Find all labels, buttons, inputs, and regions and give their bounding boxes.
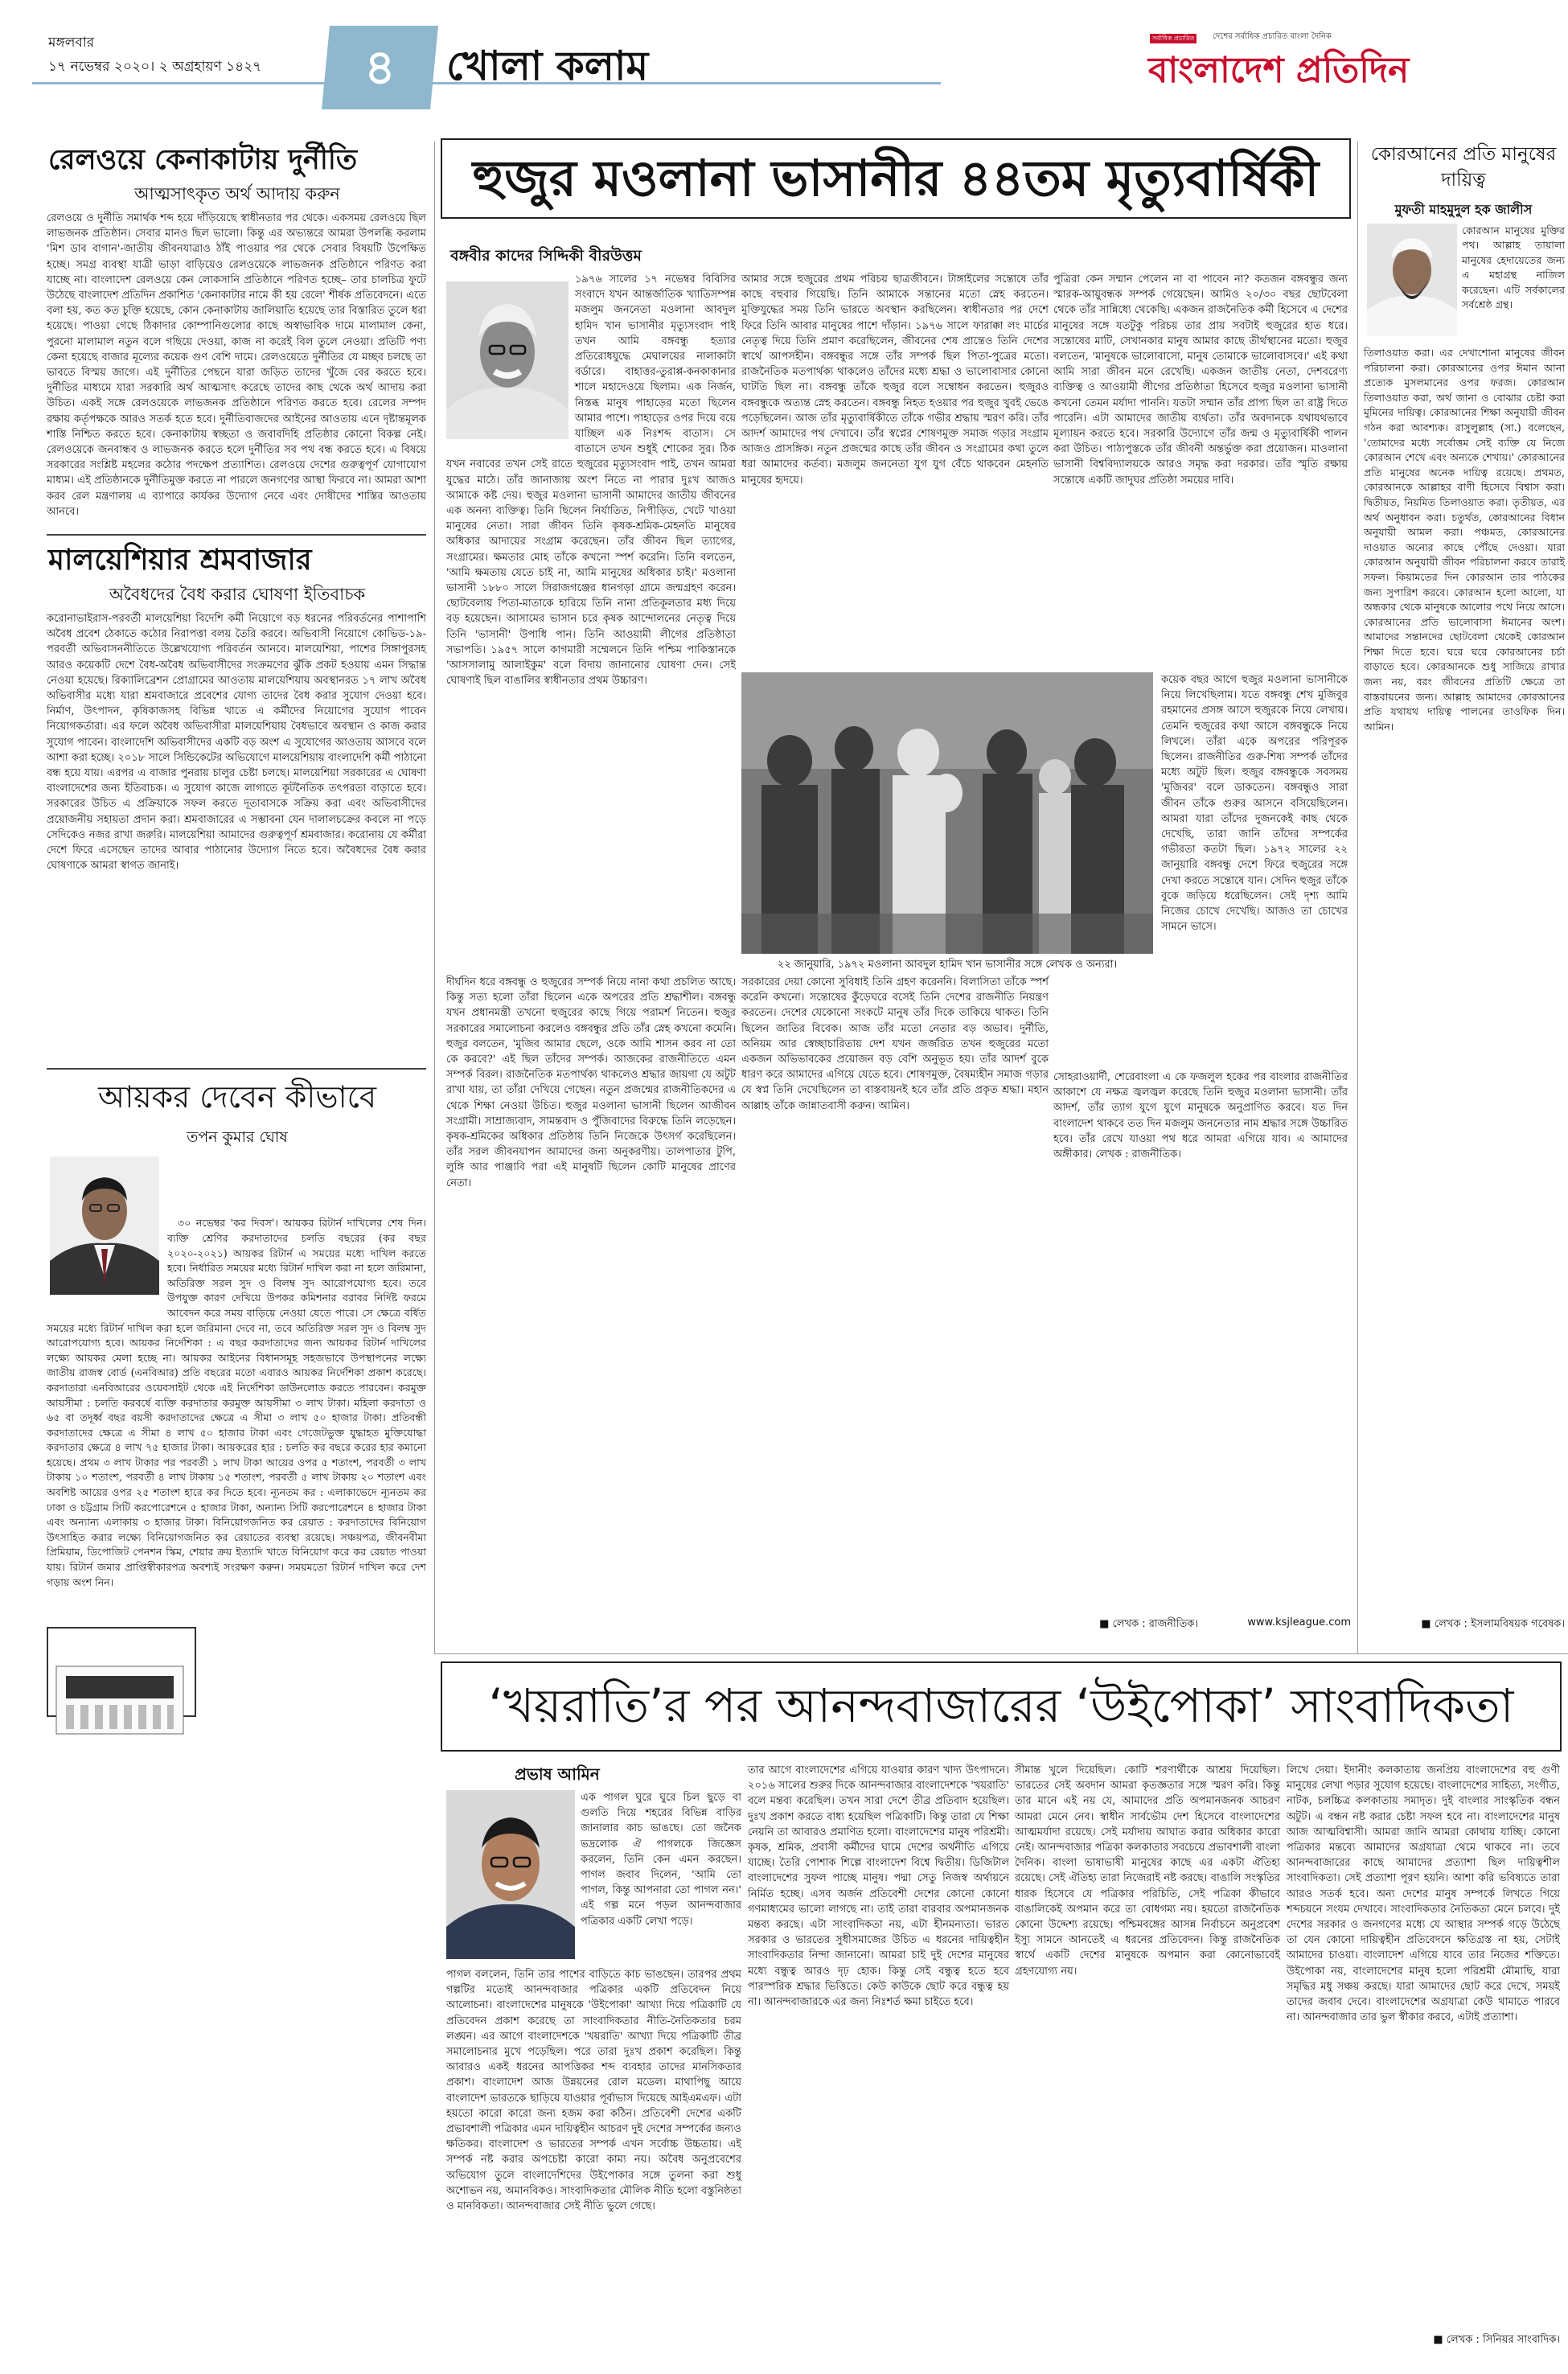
malay-title: মালয়েশিয়ার শ্রমবাজার — [48, 544, 312, 577]
main1-col-g: সোহরাওয়ার্দী, শেরেবাংলা এ কে ফজলুল হকের পর বাংলার রাজনীতির আকাশে যে নক্ষত্র জ্বলজ্বল করেছে তিনি হুজুর মওলানা ভাসানী। তাঁর আদর্শ, তাঁর ত্যাগ যুগে যুগে মানুষকে অনুপ্রাণিত করবে। যত দিন বাংলাদেশ থাকবে তত দিন মজলুম জননেতার নাম শ্রদ্ধার সঙ্গে উচ্চারিত হবে। তাঁর রেখে যাওয়া পথ ধরে আমরা এগিয়ে যাব। এ আমাদের অঙ্গীকার। লেখক : রাজনীতিক। — [1053, 1071, 1352, 1161]
main2-author-note: ■ লেখক : সিনিয়র সাংবাদিক। — [1433, 2334, 1560, 2346]
main1-historic-photo — [741, 672, 1153, 954]
main2-col-b: পাগল বললেন, তিনি তার পাশের বাড়িতে কাচ ভাঙছেন। তারপর প্রথম গল্পটির মতোই আনন্দবাজার পত্রিকার একটি প্রতিবেদন নিয়ে আলোচনা। বাংলাদেশের মানুষকে 'উইপোকা' আখ্যা দিয়ে পত্রিকাটি যে প্রতিবেদন প্রকাশ করেছে তা সাংবাদিকতার নীতি-নৈতিকতার চরম লঙ্ঘন। এর আগে বাংলাদেশকে 'খয়রাতি' আখ্যা দিয়ে পত্রিকাটি তীব্র সমালোচনার মুখে পড়েছিল। পরে তারা দুঃখ প্রকাশ করেছিল। কিন্তু আবারও একই ধরনের আপত্তিকর শব্দ ব্যবহার তাদের মানসিকতার প্রকাশ। বাংলাদেশ আজ উন্নয়নের রোল মডেল। মাথাপিছু আয়ে বাংলাদেশ ভারতকে ছাড়িয়ে যাওয়ার পূর্বাভাস দিয়েছে আইএমএফ। এটা হয়তো কারো কারো জন্য হজম করা কঠিন। প্রতিবেশী দেশের একটি প্রভাবশালী পত্রিকার এমন দায়িত্বহীন আচরণ দুই দেশের সম্পর্কের জন্যও ক্ষতিকর। বাংলাদেশ ও ভারতের সম্পর্ক এখন সর্বোচ্চ উচ্চতায়। এই সম্পর্ক নষ্ট করার অপচেষ্টা কারো কাম্য নয়। অবৈধ অনুপ্রবেশের অভিযোগ তুলে বাংলাদেশিদের উইপোকার সঙ্গে তুলনা করা শুধু অশোভন নয়, অমানবিকও। সাংবাদিকতার মৌলিক নীতি হলো বস্তুনিষ্ঠতা ও মানবিকতা। আনন্দবাজার সেই নীতি ভুলে গেছে। — [446, 1969, 745, 2213]
column-rule — [434, 142, 435, 1653]
main1-photo-caption: ২২ জানুয়ারি, ১৯৭২ মওলানা আবদুল হামিদ খান ভাসানীর সঙ্গে লেখক ও অন্যরা। — [777, 959, 1118, 971]
main2-title: ‘খয়রাতি’র পর আনন্দবাজারের ‘উইপোকা’ সাংবাদিকতা — [488, 1678, 1514, 1733]
main1-col-a-text: ১৯৭৬ সালের ১৭ নভেম্বর বিবিসির সংবাদে যখন আন্তর্জাতিক খ্যাতিসম্পন্ন মজলুম জননেতা মওলানা আবদুল হামিদ খান ভাসানীর মৃত্যুসংবাদ পাই তখন আমি বঙ্গবন্ধু হত্যার প্রতিরোধযুদ্ধে মেঘালয়ের নালাকাটা বর্ডারে। বাহাত্তর-তুরাপ্প-কনকাকানার শালে মহাদেওয়ে ছিলাম। এক নির্জন, নিস্তব্ধ মানুষ পাহাড়ের মতো ছিলেন আমার পাশে। পাহাড়ের ওপর দিয়ে বয়ে যাচ্ছিল এক নিঃশব্দ বাতাস। সে বাতাসে তখন শুধুই শোকের সুর। ঠিক যখন নবাবের তখন সেই রাতে হুজুরের মৃত্যুসংবাদ পাই, তখন আমরা যুদ্ধের মাঠে। তাঁর জানাজায় অংশ নিতে না পারার দুঃখ আজও আমাকে কষ্ট দেয়। হুজুর মওলানা ভাসানী আমাদের জাতীয় জীবনের এক অনন্য ব্যক্তিত্ব। তিনি ছিলেন নির্যাতিত, নিপীড়িত, খেটে খাওয়া মানুষের নেতা। সারা জীবন তিনি কৃষক-শ্রমিক-মেহনতি মানুষের অধিকার আদায়ের সংগ্রাম করেছেন। তাঁর জীবন ছিল ত্যাগের, সংগ্রামের। ক্ষমতার মোহ তাঁকে কখনো স্পর্শ করেনি। তিনি বলতেন, 'আমি ক্ষমতায় যেতে চাই না, আমি মানুষের অধিকার চাই।' মওলানা ভাসানী ১৮৮০ সালে সিরাজগঞ্জের ধানগড়া গ্রামে জন্মগ্রহণ করেন। ছোটবেলায় পিতা-মাতাকে হারিয়ে তিনি নানা প্রতিকূলতার মধ্য দিয়ে বড় হয়েছেন। আসামের ভাসান চরে কৃষক আন্দোলনের নেতৃত্ব দিয়ে তিনি 'ভাসানী' উপাধি পান। তিনি আওয়ামী লীগের প্রতিষ্ঠাতা সভাপতি। ১৯৫৭ সালে কাগমারী সম্মেলনে তিনি পশ্চিম পাকিস্তানকে 'আসসালামু আলাইকুম' বলে বিদায় জানানোর ঘোষণা দেন। সেই ঘোষণাই ছিল বাঙালির স্বাধীনতার প্রথম উচ্চারণ। — [446, 273, 740, 688]
main2-author-photo — [446, 1790, 575, 1959]
logo-sticker: সর্বাধিক প্রচারিত — [1150, 34, 1197, 43]
header-weekday: মঙ্গলবার — [48, 35, 95, 51]
right-author-note: ■ লেখক : ইসলামবিষয়ক গবেষক। — [1421, 1618, 1565, 1630]
tax-title: আয়কর দেবেন কীভাবে — [97, 1079, 377, 1115]
header-date: ১৭ নভেম্বর ২০২০। ২ অগ্রহায়ণ ১৪২৭ — [48, 59, 262, 75]
main1-title: হুজুর মওলানা ভাসানীর ৪৪তম মৃত্যুবার্ষিকী — [472, 149, 1320, 207]
tax-sticker — [47, 1624, 199, 1720]
right-col-b: তিলাওয়াত করা। এর দেখাশোনা মানুষের জীবন পরিচালনা করা। কোরআনের ওপর ঈমান আনা প্রত্যেক মুসলমানের ওপর ফরজ। কোরআন তিলাওয়াত করা, অর্থ জানা ও বোঝার চেষ্টা করা মুমিনের দায়িত্ব। কোরআনের শিক্ষা অনুযায়ী জীবন গঠন করা আবশ্যক। রাসুলুল্লাহ (সা.) বলেছেন, 'তোমাদের মধ্যে সর্বোত্তম সেই ব্যক্তি যে নিজে কোরআন শেখে এবং অন্যকে শেখায়।' কোরআনের প্রতি মানুষের অনেক দায়িত্ব রয়েছে। প্রথমত, কোরআনকে আল্লাহর বাণী হিসেবে বিশ্বাস করা। দ্বিতীয়ত, নিয়মিত তিলাওয়াত করা। তৃতীয়ত, এর অর্থ অনুধাবন করা। চতুর্থত, কোরআনের বিধান অনুযায়ী আমল করা। পঞ্চমত, কোরআনের দাওয়াত অন্যের কাছে পৌঁছে দেওয়া। যারা কোরআন অনুযায়ী জীবন পরিচালনা করবে তারাই সফল। কিয়ামতের দিন কোরআন তার পাঠকের জন্য সুপারিশ করবে। কোরআন হলো আলো, যা অন্ধকার থেকে মানুষকে আলোর পথে নিয়ে আসে। কোরআনের প্রতি ভালোবাসা ঈমানের অংশ। আমাদের সন্তানদের ছোটবেলা থেকেই কোরআন শিক্ষা দিতে হবে। ঘরে ঘরে কোরআনের চর্চা বাড়াতে হবে। কোরআনকে শুধু সাজিয়ে রাখার জন্য নয়, বরং জীবনের প্রতিটি ক্ষেত্রে তা বাস্তবায়নের জন্য। আল্লাহ আমাদের কোরআনের প্রতি যথাযথ দায়িত্ব পালনের তাওফিক দিন। আমিন। — [1364, 347, 1568, 733]
main2-byline: প্রভাষ আমিন — [515, 1764, 600, 1784]
section-title: খোলা কলাম — [446, 43, 649, 89]
main2-col-d: সীমান্ত খুলে দিয়েছিল। কোটি শরণার্থীকে আশ্রয় দিয়েছিল। ভারতের সেই অবদান আমরা কৃতজ্ঞতার সঙ্গে স্মরণ করি। কিন্তু তার মানে এই নয় যে, আমাদের প্রতি অপমানজনক আচরণ আমরা মেনে নেব। স্বাধীন সার্বভৌম দেশ হিসেবে বাংলাদেশের আত্মমর্যাদা রয়েছে। সেই মর্যাদায় আঘাত করার অধিকার কারো নেই। আনন্দবাজার পত্রিকা কলকাতার সবচেয়ে প্রভাবশালী বাংলা দৈনিক। বাংলা ভাষাভাষী মানুষের কাছে এর একটা ঐতিহ্য রয়েছে। সেই ঐতিহ্য তারা নিজেরাই নষ্ট করছে। বাঙালি সংস্কৃতির ধারক হিসেবে যে পত্রিকার পরিচিতি, সেই পত্রিকা কীভাবে বাঙালিকেই অপমান করে তা বোধগম্য নয়। হয়তো রাজনৈতিক কোনো উদ্দেশ্য রয়েছে। পশ্চিমবঙ্গের আসন্ন নির্বাচনে অনুপ্রবেশ ইস্যু সামনে আনতেই এ ধরনের প্রতিবেদন। কিন্তু রাজনৈতিক স্বার্থে একটি দেশের মানুষকে অপমান করা কোনোভাবেই গ্রহণযোগ্য নয়। — [1015, 1764, 1284, 1978]
main1-col-a — [446, 272, 740, 1076]
page-number: ৪ — [364, 39, 396, 96]
rail-body: রেলওয়ে ও দুর্নীতি সমার্থক শব্দ হয়ে দাঁড়িয়েছে স্বাধীনতার পর থেকে। একসময় রেলওয়ে ছিল লাভজনক প্রতিষ্ঠান। সেবার মানও ছিল ভালো। কিন্তু এর অভ্যন্তরে আমরা উপলব্ধি করলাম 'মিশ ডাব বাগান'-জাতীয় জীবনযাত্রাও ঠাঁই পাওয়ার পর থেকে সেবার বিষয়টি উপেক্ষিত হচ্ছে। সমগ্র ব্যবস্থা যাত্রী ভাড়া বাড়িয়েও রেলওয়েকে লাভজনক প্রতিষ্ঠানে পরিণত করা যাচ্ছে না। বাংলাদেশ রেলওয়ে কেন লোকসানি প্রতিষ্ঠানে পরিণত হচ্ছে– তার চালচিত্র ফুটে উঠেছে বাংলাদেশ প্রতিদিন প্রকাশিত 'কেনাকাটার নামে কী হয় রেলে' শীর্ষক প্রতিবেদনে। এতে বলা হয়, কত কত চুক্তি হয়েছে, কোন কেনাকাটায় জালিয়াতি হয়েছে তার বিস্তারিত তুলে ধরা হয়েছে। পাওয়া গেছে ঠিকাদার কোম্পানিগুলোর কাছে অস্বাভাবিক দামে মালামাল কেনা, পুরনো মালামাল নতুন বলে গছিয়ে দেওয়া, কাজ না করেই বিল তুলে নেওয়া। প্রতিটি পণ্য কেনা হয়েছে বাজার মূল্যের কয়েক গুণ বেশি দামে। রেলওয়েতে দুর্নীতির যে মচ্ছব চলছে তা ভাবতে বিস্ময় জাগে। এই দুর্নীতির পেছনে যারা জড়িত তাদের খুঁজে বের করতে হবে। দুর্নীতির মাধ্যমে যারা সরকারি অর্থ আত্মসাৎ করেছে তাদের কাছ থেকে অর্থ আদায় করা উচিত। একই সঙ্গে রেলওয়েকে লাভজনক প্রতিষ্ঠানে পরিণত করতে হবে। রেলের সম্পদ রক্ষায় কর্তৃপক্ষকে আরও সতর্ক হতে হবে। দুর্নীতিবাজদের আইনের আওতায় এনে দৃষ্টান্তমূলক শাস্তি নিশ্চিত করতে হবে। কেনাকাটায় স্বচ্ছতা ও জবাবদিহি প্রতিষ্ঠার কোনো বিকল্প নেই। রেলওয়েকে জনবান্ধব ও লাভজনক করতে হলে দুর্নীতির সব পথ বন্ধ করতে হবে। এ বিষয়ে সরকারের সংশ্লিষ্ট মহলের কঠোর পদক্ষেপ প্রত্যাশিত। রেলওয়ে দেশের গুরুত্বপূর্ণ যোগাযোগ মাধ্যম। এই প্রতিষ্ঠানকে দুর্নীতিমুক্ত করতে না পারলে জনগণের আস্থা ফিরবে না। আমরা আশা করব রেল মন্ত্রণালয় এ ব্যাপারে কার্যকর উদ্যোগ নেবে এবং দোষীদের শাস্তির আওতায় আনবে। — [47, 212, 430, 518]
main1-col-f: সরকারের দেয়া কোনো সুবিধাই তিনি গ্রহণ করেননি। বিলাসিতা তাঁকে স্পর্শ করেনি কখনো। সন্তোষের কুঁড়েঘরে বসেই তিনি দেশের রাজনীতি নিয়ন্ত্রণ করতেন। দেশের যেকোনো সংকটে মানুষ তাঁর দিকে তাকিয়ে থাকত। তিনি ছিলেন জাতির বিবেক। আজ তাঁর মতো নেতার বড় অভাব। দুর্নীতি, অনিয়ম আর স্বেচ্ছাচারিতায় দেশ যখন জর্জরিত তখন হুজুরের মতো একজন অভিভাবকের প্রয়োজন বড় বেশি অনুভূত হয়। তাঁর আদর্শ বুকে ধারণ করে আমাদের এগিয়ে যেতে হবে। শোষণমুক্ত, বৈষম্যহীন সমাজ গড়ার যে স্বপ্ন তিনি দেখেছিলেন তা বাস্তবায়নই হবে তাঁর প্রতি প্রকৃত শ্রদ্ধা। মহান আল্লাহ তাঁকে জান্নাতবাসী করুন। আমিন। — [741, 976, 1053, 1112]
right-author-photo — [1367, 224, 1457, 336]
main1-col-c: পুত্রিরা কেন সম্মান পেলেন না বা পাবেন না? কতজন বঙ্গবন্ধুর জন্য স্মারক-আয়ুবন্ধক সম্পর্ক গেয়েছেন। আমিও ২০/৩০ বছর ছোটবেলা থেকে তাঁর সান্নিধ্যে থেকেছি। একজন রাজনৈতিক কর্মী হিসেবে এ দেশের মানুষের সঙ্গে যতটুকু পরিচয় তার প্রায় সবটাই হুজুরের হাত ধরে। সন্তোষের মাটি, সেখানকার মানুষ আমার কাছে তীর্থস্থানের মতো। হুজুর বলতেন, 'মানুষকে ভালোবাসো, মানুষ তোমাকে ভালোবাসবে।' এই কথা আমি সারা জীবন মনে রেখেছি। একজন জাতীয় নেতা, দেশবরেণ্য ব্যক্তিত্ব ও আওয়ামী লীগের প্রতিষ্ঠাতা হিসেবে হুজুর মওলানা ভাসানী কখনো তেমন মর্যাদা পাননি। যতটা সম্মান তাঁর প্রাপ্য ছিল তা রাষ্ট্র দিতে পারেনি। এটা আমাদের জাতীয় ব্যর্থতা। তাঁর অবদানকে যথাযথভাবে মূল্যায়ন করতে হবে। সরকারি উদ্যোগে তাঁর জন্ম ও মৃত্যুবার্ষিকী পালন করা উচিত। পাঠ্যপুস্তকে তাঁর জীবনী অন্তর্ভুক্ত করা প্রয়োজন। মাওলানা ভাসানী বিশ্ববিদ্যালয়কে আরও সমৃদ্ধ করা দরকার। তাঁর স্মৃতি রক্ষায় সন্তোষে একটি জাদুঘর প্রতিষ্ঠা সময়ের দাবি। — [1053, 273, 1352, 487]
rail-subtitle: আত্মসাৎকৃত অর্থ আদায় করুন — [134, 184, 340, 203]
right-col-a: কোরআন মানুষের মুক্তির পথ। আল্লাহ তায়ালা মানুষের হেদায়েতের জন্য এ মহাগ্রন্থ নাজিল করেছেন। এটি সর্বকালের সর্বশ্রেষ্ঠ গ্রন্থ। — [1462, 224, 1568, 311]
main1-col-b: আমার সঙ্গে হুজুরের প্রথম পরিচয় ছাত্রজীবনে। টাঙ্গাইলের সন্তোষে তাঁর কাছে বহুবার গিয়েছি। তিনি আমাকে সন্তানের মতো স্নেহ করতেন। মুক্তিযুদ্ধের সময় তিনি ভারতে অবস্থান করছিলেন। স্বাধীনতার পর দেশে ফিরে তিনি আবার মানুষের পাশে দাঁড়ান। ১৯৭৬ সালে ফারাক্কা লং মার্চের নেতৃত্ব দিয়ে তিনি প্রমাণ করেছিলেন, জীবনের শেষ প্রান্তেও তিনি দেশের স্বার্থে আপসহীন। বঙ্গবন্ধুর সঙ্গে তাঁর সম্পর্ক ছিল পিতা-পুত্রের মতো। রাজনৈতিক মতপার্থক্য থাকলেও তাঁদের মধ্যে শ্রদ্ধা ও ভালোবাসার কোনো ঘাটতি ছিল না। বঙ্গবন্ধু তাঁকে হুজুর বলে সম্বোধন করতেন। হুজুরও বঙ্গবন্ধুকে অত্যন্ত স্নেহ করতেন। বঙ্গবন্ধু নিহত হওয়ার পর হুজুর খুবই ভেঙে পড়েছিলেন। আজ তাঁর মৃত্যুবার্ষিকীতে তাঁকে গভীর শ্রদ্ধায় স্মরণ করি। তাঁর আদর্শ আমাদের পথ দেখাবে। তাঁর স্বপ্নের শোষণমুক্ত সমাজ গড়ার সংগ্রাম আজও প্রাসঙ্গিক। নতুন প্রজন্মের কাছে তাঁর জীবন ও সংগ্রামের কথা তুলে ধরা আমাদের কর্তব্য। মজলুম জননেতা যুগ যুগ বেঁচে থাকবেন মেহনতি মানুষের হৃদয়ে। — [741, 273, 1053, 487]
tax-author: তপন কুমার ঘোষ — [187, 1128, 288, 1146]
malay-body: করোনাভাইরাস-পরবর্তী মালয়েশিয়া বিদেশি কর্মী নিয়োগে বড় ধরনের পরিবর্তনের পাশাপাশি অবৈধ প্রবেশ ঠেকাতে কঠোর নিরাপত্তা বলয় তৈরি করবে। অভিবাসী নিয়োগে কোভিড-১৯-পরবর্তী অভিবাসননীতিতে উল্লেখযোগ্য পরিবর্তন আনবে। মালয়েশিয়া, পাশের সিঙ্গাপুরসহ আরও কয়েকটি দেশে বৈধ-অবৈধ অভিবাসীদের সংক্রমণের ঝুঁকি প্রকট হওয়ায় এমন সিদ্ধান্ত নেওয়া হয়েছে। রিক্যালিব্রেশন প্রোগ্রামের আওতায় মালয়েশিয়ায় অবস্থানরত ১৭ লাখ অবৈধ অভিবাসীর মধ্যে যারা শ্রমবাজারে প্রবেশের যোগ্য তাদের বৈধ করার সুযোগ দেওয়া হবে। নির্মাণ, উৎপাদন, কৃষিকাজসহ বিভিন্ন খাতে এ কর্মীদের নিয়োগের সুযোগ পাবেন নিয়োগকর্তারা। এর ফলে অবৈধ অভিবাসীরা মালয়েশিয়ায় বৈধভাবে অবস্থান ও কাজ করার সুযোগ পাবেন। বাংলাদেশি অভিবাসীদের একটি বড় অংশ এ সুযোগের আওতায় আসবে বলে আশা করা হচ্ছে। ২০১৮ সালে সিন্ডিকেটের অভিযোগে মালয়েশিয়ায় বাংলাদেশি কর্মী পাঠানো বন্ধ হয়ে যায়। এরপর এ বাজার পুনরায় চালুর চেষ্টা চলছে। মালয়েশিয়া সরকারের এ ঘোষণা বাংলাদেশের জন্য ইতিবাচক। এ সুযোগ কাজে লাগাতে কূটনৈতিক তৎপরতা বাড়াতে হবে। সরকারের উচিত এ প্রক্রিয়াকে সফল করতে দূতাবাসকে সক্রিয় করা এবং অভিবাসীদের প্রয়োজনীয় সহায়তা প্রদান করা। শ্রমবাজারের এ সম্ভাবনা যেন দালালচক্রের কবলে না পড়ে সেদিকেও নজর রাখা জরুরি। মালয়েশিয়া আমাদের গুরুত্বপূর্ণ শ্রমবাজার। করোনায় যে কর্মীরা দেশে ফিরে এসেছেন তাদের আবার পাঠানোর উদ্যোগ নিতে হবে। অবৈধদের বৈধ করার ঘোষণাকে আমরা স্বাগত জানাই। — [47, 613, 430, 873]
main1-col-d: কয়েক বছর আগে হুজুর মওলানা ভাসানীকে নিয়ে লিখেছিলাম। যতে বঙ্গবন্ধু শেখ মুজিবুর রহমানের প্রসঙ্গ আসে হুজুরকে নিয়ে লেখায়। তেমনি হুজুরের কথা আসে বঙ্গবন্ধুকে নিয়ে লিখলে। তাঁরা একে অপরের পরিপূরক ছিলেন। রাজনীতির গুরু-শিষ্য সম্পর্ক তাঁদের মধ্যে অটুট ছিল। হুজুর বঙ্গবন্ধুকে সবসময় 'মুজিবর' বলে ডাকতেন। বঙ্গবন্ধুও সারা জীবন তাঁকে গুরুর আসনে বসিয়েছিলেন। আমরা যারা তাঁদের দুজনকেই কাছ থেকে দেখেছি, তারা জানি তাঁদের সম্পর্কের গভীরতা কতটা ছিল। ১৯৭২ সালের ২২ জানুয়ারি বঙ্গবন্ধু দেশে ফিরে হুজুরের সঙ্গে দেখা করতে সন্তোষে যান। সেদিন হুজুর তাঁকে বুকে জড়িয়ে ধরেছিলেন। সেই দৃশ্য আমি নিজের চোখে দেখেছি। আজও তা চোখের সামনে ভাসে। — [1161, 674, 1352, 934]
tax-body-text: ৩০ নভেম্বর 'কর দিবস'। আয়কর রিটার্ন দাখিলের শেষ দিন। ব্যক্তি শ্রেণির করদাতাদের চলতি বছরের (কর বছর ২০২০-২০২১) আয়কর রিটার্ন এ সময়ের মধ্যে দাখিল করতে হবে। নির্ধারিত সময়ের মধ্যে রিটার্ন দাখিল করা না হলে জরিমানা, অতিরিক্ত সরল সুদ ও বিলম্ব সুদ আরোপযোগ্য হবে। তবে উপযুক্ত কারণ দেখিয়ে উপকর কমিশনার বরাবর নির্দিষ্ট ফরমে আবেদন করে সময় বাড়িয়ে নেওয়া যেতে পারে। সে ক্ষেত্রে বর্ধিত সময়ের মধ্যে রিটার্ন দাখিল করা হলে জরিমানা দেবে না, তবে অতিরিক্ত সরল সুদ ও বিলম্ব সুদ আরোপযোগ্য হবে। আয়কর নির্দেশিকা : এ বছর করদাতাদের জন্য আয়কর রিটার্ন দাখিলের লক্ষ্যে আয়কর মেলা হচ্ছে না। আয়কর আইনের বিধানসমূহ সহজভাবে উপস্থাপনের লক্ষ্যে জাতীয় রাজস্ব বোর্ড (এনবিআর) প্রতি বছরের মতো এবারও আয়কর নির্দেশিকা প্রকাশ করেছে। করদাতারা এনবিআরের ওয়েবসাইট থেকে এই নির্দেশিকা ডাউনলোড করতে পারবেন। করমুক্ত আয়সীমা : চলতি করবর্ষে ব্যক্তি করদাতার করমুক্ত আয়সীমা ৩ লাখ টাকা। মহিলা করদাতা ও ৬৫ বা তদূর্ধ্ব বছর বয়সী করদাতাদের ক্ষেত্রে এ সীমা ৩ লাখ ৫০ হাজার টাকা। প্রতিবন্ধী করদাতাদের ক্ষেত্রে এ সীমা ৪ লাখ ৫০ হাজার টাকা এবং গেজেটভুক্ত যুদ্ধাহত মুক্তিযোদ্ধা করদাতার ক্ষেত্রে ৪ লাখ ৭৫ হাজার টাকা। আয়করের হার : চলতি কর বছরে করের হার কমানো হয়েছে। প্রথম ৩ লাখ টাকার পর পরবর্তী ১ লাখ টাকা আয়ের ওপর ৫ শতাংশ, পরবর্তী ৩ লাখ টাকায় ১০ শতাংশ, পরবর্তী ৪ লাখ টাকায় ১৫ শতাংশ, পরবর্তী ৫ লাখ টাকায় ২০ শতাংশ এবং অবশিষ্ট আয়ের ওপর ২৫ শতাংশ হারে কর দিতে হবে। ন্যূনতম কর : এলাকাভেদে ন্যূনতম কর ঢাকা ও চট্টগ্রাম সিটি করপোরেশনে ৫ হাজার টাকা, অন্যান্য সিটি করপোরেশনে ৪ হাজার টাকা এবং অন্যান্য এলাকায় ৩ হাজার টাকা। বিনিয়োগজনিত কর রেয়াত : করদাতাদের বিনিয়োগ উৎসাহিত করার লক্ষ্যে বিনিয়োগজনিত কর রেয়াতের ব্যবস্থা রয়েছে। সঞ্চয়পত্র, জীবনবীমা প্রিমিয়াম, ডিপোজিট পেনশন স্কিম, শেয়ার ক্রয় ইত্যাদি খাতে বিনিয়োগ করে কর রেয়াত পাওয়া যায়। রিটার্ন জমার প্রাপ্তিস্বীকারপত্র অবশ্যই সংরক্ষণ করুন। সময়মতো রিটার্ন দাখিল করে দেশ গড়ায় অংশ নিন। — [47, 1217, 430, 1588]
divider — [47, 1068, 426, 1070]
divider — [47, 534, 426, 536]
main2-col-a-top: এক পাগল ঘুরে ঘুরে চিল ছুড়ে বা গুলতি দিয়ে শহরের বিভিন্ন বাড়ির জানালার কাচ ভাঙছে। তো জনৈক ভদ্রলোক ঐ পাগলকে জিজ্ঞেস করলেন, তিনি কেন এমন করছেন। পাগল জবাব দিলেন, 'আমি তো পাগল, কিন্তু আপনারা তো পাগল নন।' এই গল্প মনে পড়ল আনন্দবাজার পত্রিকার একটি লেখা পড়ে। — [581, 1792, 745, 1928]
column-rule — [1357, 142, 1358, 1653]
tax-body — [47, 1156, 430, 2347]
main1-col-e: দীর্ঘদিন ধরে বঙ্গবন্ধু ও হুজুরের সম্পর্ক নিয়ে নানা কথা প্রচলিত আছে। কিন্তু সত্য হলো তাঁরা ছিলেন একে অপরের প্রতি শ্রদ্ধাশীল। বঙ্গবন্ধু যখন প্রধানমন্ত্রী তখনো হুজুরের কাছে গিয়ে পরামর্শ নিতেন। হুজুর সরকারের সমালোচনা করলেও বঙ্গবন্ধুর প্রতি তাঁর স্নেহ কখনো কমেনি। হুজুর বলতেন, 'মুজিব আমার ছেলে, ওকে আমি শাসন করব না তো কে করবে?' এই ছিল তাঁদের সম্পর্ক। আজকের রাজনীতিতে এমন সম্পর্ক বিরল। রাজনৈতিক মতপার্থক্য থাকলেও শ্রদ্ধার জায়গা যে অটুট রাখা যায়, তা তাঁরা দেখিয়ে গেছেন। নতুন প্রজন্মের রাজনীতিকদের এ থেকে শিক্ষা নেওয়া উচিত। হুজুর মওলানা ভাসানী ছিলেন আজীবন সংগ্রামী। সাম্রাজ্যবাদ, সামন্তবাদ ও পুঁজিবাদের বিরুদ্ধে তিনি লড়েছেন। কৃষক-শ্রমিকের অধিকার প্রতিষ্ঠায় তিনি নিজেকে উৎসর্গ করেছিলেন। তাঁর সরল জীবনযাপন আমাদের জন্য অনুকরণীয়। তালপাতার টুপি, লুঙ্গি আর পাঞ্জাবি পরা এই মানুষটি ছিলেন কোটি মানুষের প্রাণের নেতা। — [446, 976, 740, 1189]
tax-sticker-label: আয়কর ভবন — [72, 1647, 149, 1665]
rail-title: রেলওয়ে কেনাকাটায় দুর্নীতি — [48, 144, 358, 176]
right-title: কোরআনের প্রতি মানুষের দায়িত্ব — [1370, 144, 1557, 191]
main1-website: www.ksjleague.com — [1247, 1616, 1351, 1629]
section-rule — [434, 1653, 1568, 1654]
main1-byline: বঙ্গবীর কাদের সিদ্দিকী বীরউত্তম — [450, 247, 642, 265]
main2-col-c: তার আগে বাংলাদেশের এগিয়ে যাওয়ার কারণ খাদ্য উৎপাদনে। ২০১৬ সালের শুরুর দিকে আনন্দবাজার বাংলাদেশকে 'খয়রাতি' বলে মন্তব্য করেছিল। তখন সারা দেশে তীব্র প্রতিবাদ হয়েছিল। দুঃখ প্রকাশ করতে বাধ্য হয়েছিল পত্রিকাটি। কিন্তু তারা যে শিক্ষা নেয়নি তা আবারও প্রমাণিত হলো। বাংলাদেশের মানুষ পরিশ্রমী। কৃষক, শ্রমিক, প্রবাসী কর্মীদের ঘামে দেশের অর্থনীতি এগিয়ে যাচ্ছে। তৈরি পোশাক শিল্পে বাংলাদেশ বিশ্বে দ্বিতীয়। ডিজিটাল বাংলাদেশের সুফল পাচ্ছে মানুষ। পদ্মা সেতু নিজস্ব অর্থায়নে নির্মিত হচ্ছে। এসব অর্জন প্রতিবেশী দেশের কোনো কোনো গণমাধ্যমের ভালো লাগছে না। তাই তারা বারবার অপমানজনক মন্তব্য করছে। এটা সাংবাদিকতা নয়, এটা হীনমন্যতা। ভারত সরকার ও ভারতের সুধীসমাজের উচিত এ ধরনের দায়িত্বহীন সাংবাদিকতার নিন্দা জানানো। আমরা চাই দুই দেশের মানুষের মধ্যে বন্ধুত্ব আরও দৃঢ় হোক। কিন্তু সেই বন্ধুত্ব হতে হবে পারস্পরিক শ্রদ্ধার ভিত্তিতে। কেউ কাউকে ছোট করে বন্ধুত্ব হয় না। আনন্দবাজারকে এর জন্য নিঃশর্ত ক্ষমা চাইতে হবে। — [748, 1764, 1013, 2009]
main2-col-e: লিখে দেয়া। ইদানীং কলকাতায় জনপ্রিয় বাংলাদেশের বহু গুণী মানুষের লেখা পড়ার সুযোগ হয়েছে। বাংলাদেশের সাহিত্য, সংগীত, নাটক, চলচ্চিত্র কলকাতায় সমাদৃত। দুই বাংলার সাংস্কৃতিক বন্ধন অটুট। এ বন্ধন নষ্ট করার চেষ্টা সফল হবে না। বাংলাদেশের মানুষ আজ আত্মবিশ্বাসী। আমরা জানি আমরা কোথায় যাচ্ছি। কোনো পত্রিকার মন্তব্যে আমাদের অগ্রযাত্রা থেমে থাকবে না। তবে আনন্দবাজারের কাছে আমাদের প্রত্যাশা ছিল দায়িত্বশীল সাংবাদিকতা। সেই প্রত্যাশা পূরণ হয়নি। আশা করি ভবিষ্যতে তারা আরও সতর্ক হবে। অন্য দেশের মানুষ সম্পর্কে লিখতে গিয়ে শব্দচয়নে সংযম দেখাবে। সাংবাদিকতার নৈতিকতা মেনে চলবে। দুই দেশের সরকার ও জনগণের মধ্যে যে আস্থার সম্পর্ক গড়ে উঠেছে তা যেন কোনো দায়িত্বহীন প্রতিবেদনে ক্ষতিগ্রস্ত না হয়, সেটাই আমাদের চাওয়া। বাংলাদেশ এগিয়ে যাবে তার নিজের শক্তিতে। উইপোকা নয়, বাংলাদেশের মানুষ হলো পরিশ্রমী মৌমাছি, যারা সমৃদ্ধির মধু সঞ্চয় করছে। যারা আমাদের ছোট করে দেখে, সময়ই তাদের জবাব দেবে। বাংলাদেশের অগ্রযাত্রা কেউ থামাতে পারবে না। আনন্দবাজার তার ভুল স্বীকার করবে, এটাই প্রত্যাশা। — [1287, 1764, 1564, 2024]
logo-name: বাংলাদেশ প্রতিদিন — [1148, 50, 1410, 91]
malay-subtitle: অবৈধদের বৈধ করার ঘোষণা ইতিবাচক — [109, 585, 366, 604]
logo-tagline: দেশের সর্বাধিক প্রচারিত বাংলা দৈনিক — [1213, 32, 1332, 41]
main1-author-note: ■ লেখক : রাজনীতিক। — [1099, 1618, 1198, 1630]
right-author: মুফতী মাহমুদুল হক জালীস — [1394, 202, 1533, 217]
